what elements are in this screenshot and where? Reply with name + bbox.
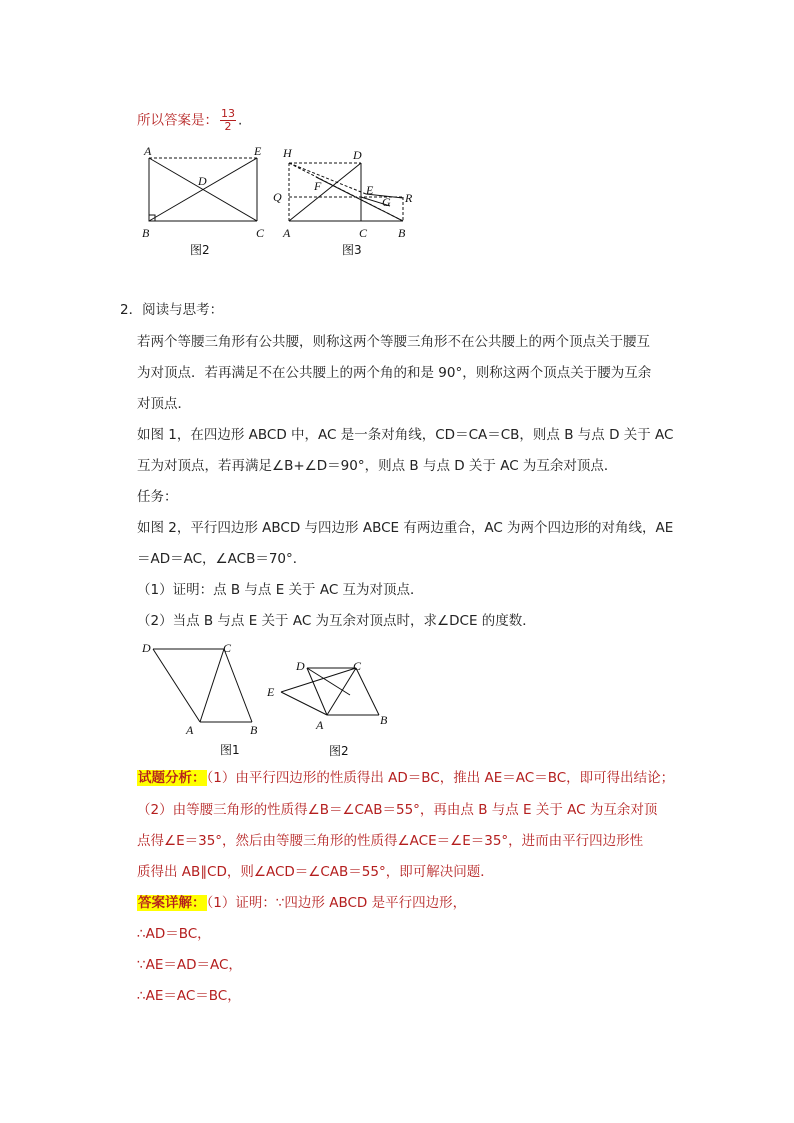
- analysis-tag: 试题分析：: [138, 770, 206, 786]
- point-label-b: B: [398, 226, 406, 240]
- problem-title: [120, 300, 223, 320]
- point-label-e: E: [366, 183, 374, 197]
- point-label-b: B: [142, 226, 150, 240]
- answer-fraction: [220, 108, 236, 133]
- point-label-q: Q: [273, 190, 282, 204]
- answer-line-1: [137, 893, 466, 913]
- point-label-f: F: [314, 179, 322, 193]
- point-label-c: C: [353, 659, 362, 673]
- point-label-d: D: [198, 174, 207, 188]
- figure-caption: 图2: [329, 744, 349, 758]
- answer-prefix: 所以答案是：: [137, 112, 218, 129]
- analysis-text-1: （1）由平行四边形的性质得出 AD＝BC，推出 AE＝AC＝BC，即可得出结论；: [206, 770, 675, 786]
- point-label-a: A: [283, 226, 291, 240]
- problem-heading: 阅读与思考：: [142, 302, 224, 318]
- point-label-c: C: [223, 641, 232, 655]
- point-label-r: R: [405, 191, 413, 205]
- paragraph-task-line-2: ＝AD＝AC，∠ACB＝70°．: [137, 551, 307, 567]
- point-label-a: A: [316, 718, 324, 732]
- answer-line-3: ∵AE＝AD＝AC，: [137, 957, 242, 973]
- paragraph-example-line-1: 如图 1，在四边形 ABCD 中，AC 是一条对角线，CD＝CA＝CB，则点 B 与点 D 关于 AC: [137, 427, 674, 443]
- figure-rectangle-top: [140, 142, 280, 260]
- point-label-c: C: [256, 226, 265, 240]
- point-label-d: D: [353, 148, 362, 162]
- figure-quadrilateral-1: [140, 638, 270, 762]
- analysis-line-4: 质得出 AB∥CD，则∠ACD＝∠CAB＝55°，即可解决问题．: [137, 864, 494, 880]
- answer-line-4: ∴AE＝AC＝BC，: [137, 988, 241, 1004]
- figure-rectangle-fold: [270, 142, 420, 260]
- question-1: （1）证明：点 B 与点 E 关于 AC 互为对顶点．: [137, 582, 424, 598]
- problem-number: 2．: [120, 302, 143, 318]
- figure-caption: 图1: [220, 743, 240, 757]
- paragraph-definition-line-1: 若两个等腰三角形有公共腰，则称这两个等腰三角形不在公共腰上的两个顶点关于腰互: [137, 334, 650, 350]
- analysis-line-3: 点得∠E＝35°，然后由等腰三角形的性质得∠ACE＝∠E＝35°，进而由平行四边形性: [137, 833, 644, 849]
- task-heading: 任务：: [137, 489, 178, 505]
- answer-text-1: （1）证明：∵四边形 ABCD 是平行四边形，: [206, 895, 467, 911]
- point-label-c: C: [359, 226, 368, 240]
- point-label-b: B: [250, 723, 258, 737]
- point-label-e: E: [267, 685, 275, 699]
- fraction-denominator: 2: [224, 120, 232, 133]
- fraction-numerator: 13: [221, 107, 235, 120]
- point-label-g: G: [382, 195, 391, 209]
- paragraph-definition-line-3: 对顶点．: [137, 396, 191, 412]
- answer-line-2: ∴AD＝BC，: [137, 926, 211, 942]
- point-label-d: D: [296, 659, 305, 673]
- answer-tag: 答案详解：: [138, 895, 206, 911]
- question-2: （2）当点 B 与点 E 关于 AC 为互余对顶点时，求∠DCE 的度数．: [137, 613, 536, 629]
- point-label-a: A: [186, 723, 194, 737]
- paragraph-task-line-1: 如图 2，平行四边形 ABCD 与四边形 ABCE 有两边重合，AC 为两个四边形的对角线，AE: [137, 520, 674, 536]
- paragraph-definition-line-2: 为对顶点．若再满足不在公共腰上的两个角的和是 90°，则称这两个顶点关于腰为互余: [137, 365, 652, 381]
- point-label-d: D: [142, 641, 151, 655]
- point-label-b: B: [380, 713, 388, 727]
- point-label-e: E: [254, 144, 262, 158]
- analysis-line-2: （2）由等腰三角形的性质得∠B＝∠CAB＝55°，再由点 B 与点 E 关于 AC 为互余对顶: [137, 802, 658, 818]
- analysis-line-1: [137, 768, 674, 788]
- point-label-h: H: [283, 146, 292, 160]
- figure-parallelogram-2: [265, 655, 405, 763]
- figure-caption: 图2: [190, 243, 210, 257]
- figure-caption: 图3: [342, 243, 362, 257]
- point-label-a: A: [144, 144, 152, 158]
- answer-suffix: .: [238, 112, 243, 129]
- paragraph-example-line-2: 互为对顶点，若再满足∠B+∠D＝90°，则点 B 与点 D 关于 AC 为互余对顶点．: [137, 458, 618, 474]
- previous-answer-line: [137, 108, 242, 133]
